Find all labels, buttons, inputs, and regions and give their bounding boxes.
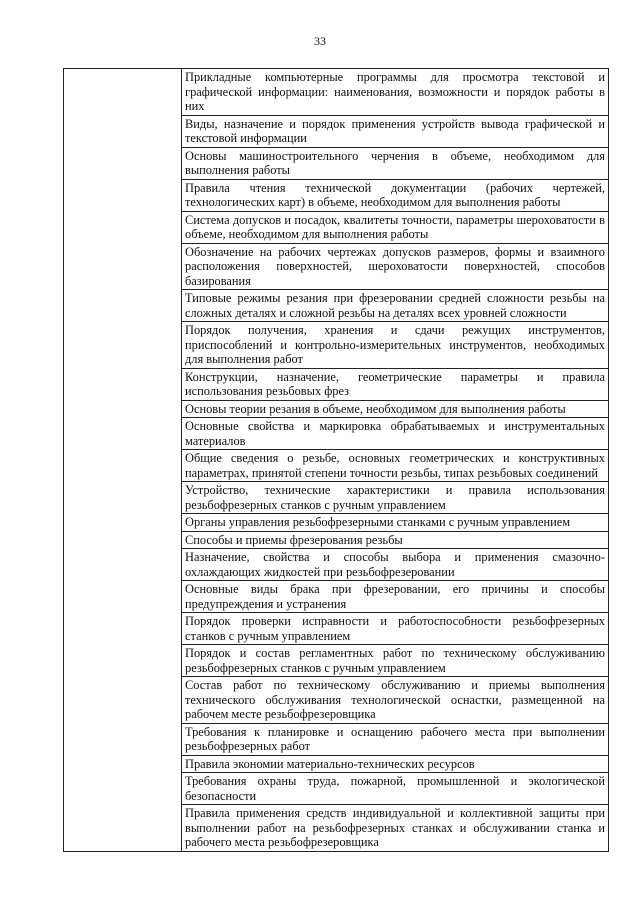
requirement-cell: Виды, назначение и порядок применения устройств вывода графической и текстовой информации [182,115,609,147]
page-number: 33 [314,34,326,48]
empty-left-column-cell [64,69,182,852]
requirement-cell: Основы машиностроительного черчения в объеме, необходимом для выполнения работы [182,147,609,179]
requirement-cell: Основы теории резания в объеме, необходимом для выполнения работы [182,400,609,418]
requirements-table-body [64,69,609,852]
requirement-cell: Основные виды брака при фрезеровании, его причины и способы предупреждения и устранения [182,581,609,613]
requirement-cell: Требования охраны труда, пожарной, промышленной и экологической безопасности [182,773,609,805]
requirement-cell: Правила применения средств индивидуальной и коллективной защиты при выполнении работ на резьбофрезерных станках и обслуживании станка и рабочего места резьбофрезеровщика [182,805,609,852]
requirement-cell: Правила экономии материально-технических ресурсов [182,755,609,773]
requirement-cell: Конструкции, назначение, геометрические параметры и правила использования резьбовых фрез [182,368,609,400]
requirement-cell: Обозначение на рабочих чертежах допусков размеров, формы и взаимного расположения поверхностей, шероховатости поверхностей, способов базирования [182,243,609,290]
requirement-cell: Устройство, технические характеристики и правила использования резьбофрезерных станков с ручным управлением [182,482,609,514]
table-row [64,69,609,116]
requirement-cell: Порядок и состав регламентных работ по техническому обслуживанию резьбофрезерных станков с ручным управлением [182,645,609,677]
requirement-cell: Состав работ по техническому обслуживанию и приемы выполнения технического обслуживания технологической оснастки, размещенной на рабочем месте резьбофрезеровщика [182,677,609,724]
requirement-cell: Порядок получения, хранения и сдачи режущих инструментов, приспособлений и контрольно-измерительных инструментов, необходимых для выполнения работ [182,322,609,369]
requirement-cell: Типовые режимы резания при фрезеровании средней сложности резьбы на сложных деталях и сложной резьбы на деталях всех уровней сложности [182,290,609,322]
requirement-cell: Правила чтения технической документации (рабочих чертежей, технологических карт) в объеме, необходимом для выполнения работы [182,179,609,211]
requirement-cell: Назначение, свойства и способы выбора и применения смазочно-охлаждающих жидкостей при резьбофрезеровании [182,549,609,581]
requirement-cell: Порядок проверки исправности и работоспособности резьбофрезерных станков с ручным управлением [182,613,609,645]
requirement-cell: Система допусков и посадок, квалитеты точности, параметры шероховатости в объеме, необходимом для выполнения работы [182,211,609,243]
requirement-cell: Основные свойства и маркировка обрабатываемых и инструментальных материалов [182,418,609,450]
requirement-cell: Требования к планировке и оснащению рабочего места при выполнении резьбофрезерных работ [182,723,609,755]
requirement-cell: Способы и приемы фрезерования резьбы [182,531,609,549]
requirements-table [63,68,609,852]
requirement-cell: Общие сведения о резьбе, основных геометрических и конструктивных параметрах, принятой степени точности резьбы, типах резьбовых соединений [182,450,609,482]
requirement-cell: Прикладные компьютерные программы для просмотра текстовой и графической информации: наименования, возможности и порядок работы в них [182,69,609,116]
requirement-cell: Органы управления резьбофрезерными станками с ручным управлением [182,514,609,532]
